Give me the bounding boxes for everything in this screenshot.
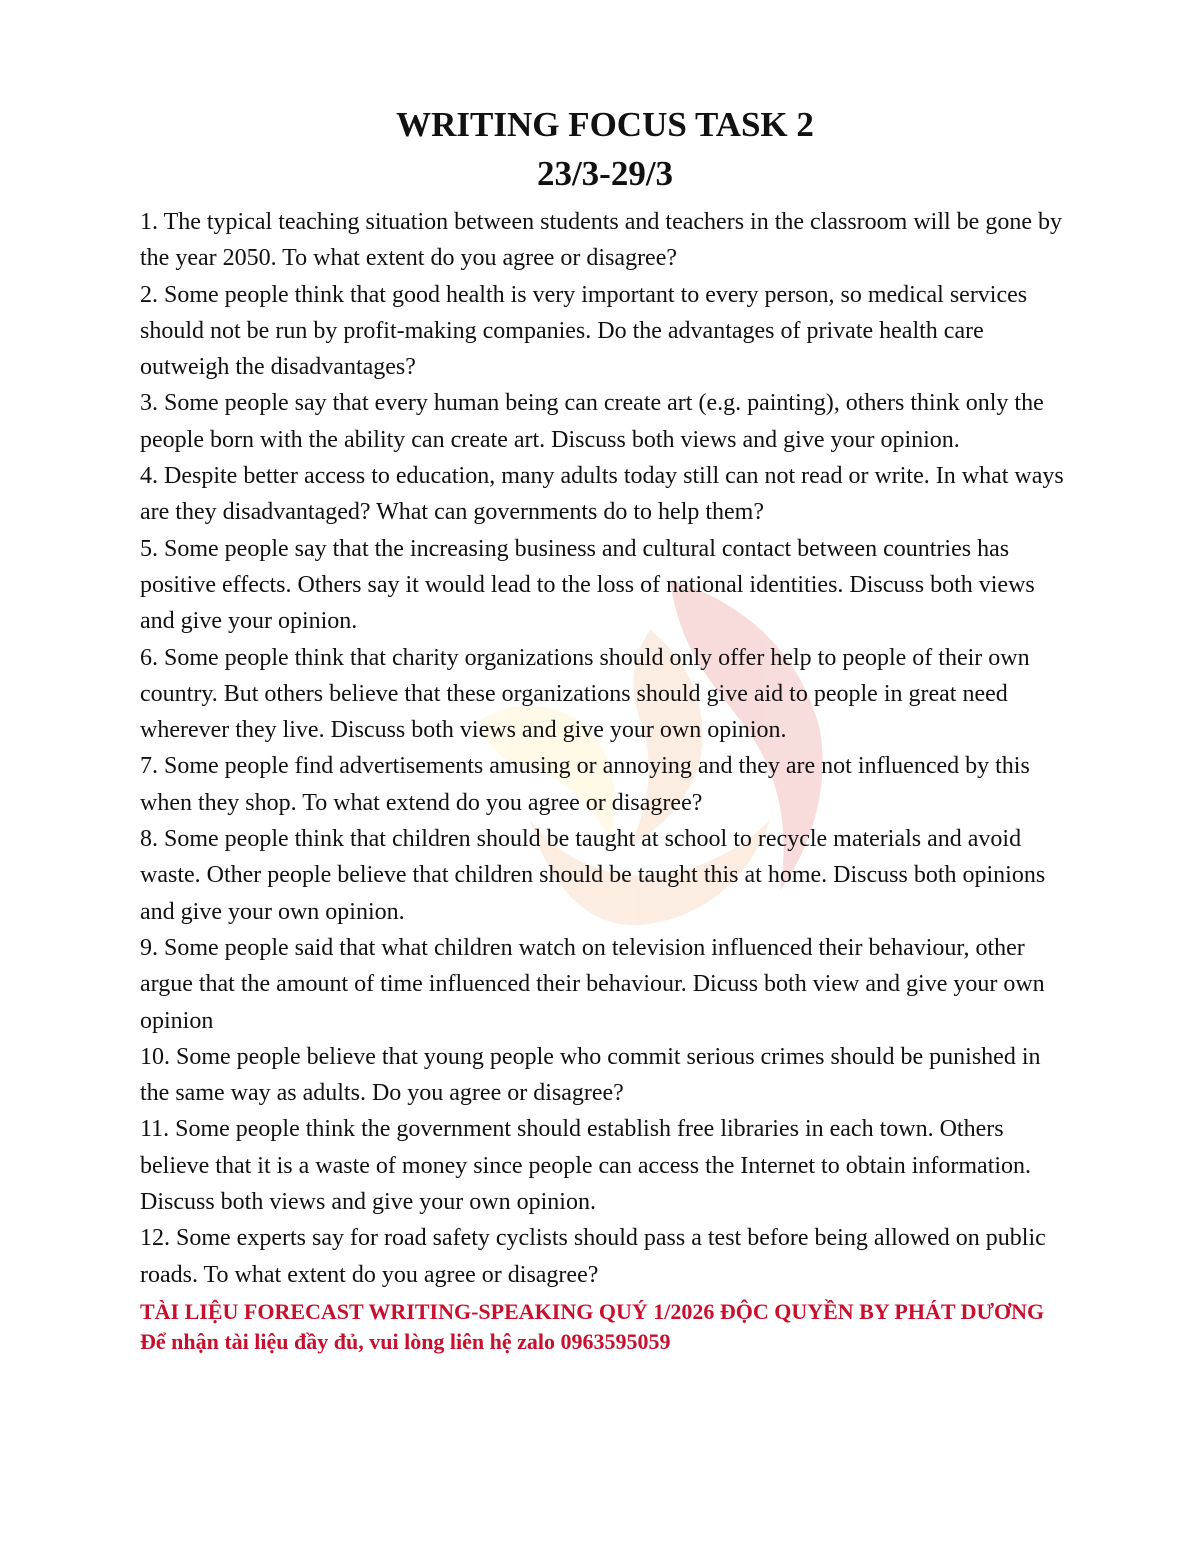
question-item: 7. Some people find advertisements amusing or annoying and they are not influenced by this when they shop. To what extend do you agree or disagree? bbox=[140, 753, 1030, 816]
question-item: 1. The typical teaching situation between students and teachers in the classroom will be gone by the year 2050. To what extent do you agree or disagree? bbox=[140, 209, 1062, 272]
question-item: 3. Some people say that every human being can create art (e.g. painting), others think only the people born with the ability can create art. Discuss both views and give your opinion. bbox=[140, 390, 1044, 453]
date-range: 23/3-29/3 bbox=[536, 154, 674, 193]
question-item: 6. Some people think that charity organizations should only offer help to people of their own country. But others believe that these organizations should give aid to people in great need wherever they live. Discuss both views and give your own opinion. bbox=[140, 644, 1030, 744]
question-item: 9. Some people said that what children watch on television influenced their behaviour, other argue that the amount of time influenced their behaviour. Dicuss both view and give your own opinion bbox=[140, 934, 1045, 1034]
question-item: 8. Some people think that children should be taught at school to recycle materials and avoid waste. Other people believe that children should be taught this at home. Discuss both opinions and give your own opinion. bbox=[140, 826, 1046, 925]
question-item: 10. Some people believe that young people who commit serious crimes should be punished in the same way as adults. Do you agree or disagree? bbox=[140, 1043, 1041, 1107]
footer-promo: TÀI LIỆU FORECAST WRITING-SPEAKING QUÝ 1/2026 ĐỘC QUYỀN BY PHÁT DƯƠNG bbox=[140, 1298, 1045, 1324]
footer-contact: Để nhận tài liệu đầy đủ, vui lòng liên hệ zalo 0963595059 bbox=[140, 1328, 671, 1354]
question-item: 12. Some experts say for road safety cyclists should pass a test before being allowed on public roads. To what extent do you agree or disagree? bbox=[140, 1225, 1046, 1288]
question-item: 2. Some people think that good health is very important to every person, so medical services should not be run by profit-making companies. Do the advantages of private health care outweigh the disadvantages? bbox=[140, 281, 1028, 381]
document-title: WRITING FOCUS TASK 2 bbox=[396, 105, 814, 144]
question-item: 11. Some people think the government should establish free libraries in each town. Others believe that it is a waste of money since people can access the Internet to obtain information. Discuss both views and give your own opinion. bbox=[140, 1116, 1032, 1216]
question-list bbox=[140, 204, 1070, 1293]
document-page bbox=[140, 100, 1070, 1357]
question-item: 5. Some people say that the increasing business and cultural contact between countries has positive effects. Others say it would lead to the loss of national identities. Discuss both views and give your opinion. bbox=[140, 535, 1035, 635]
question-item: 4. Despite better access to education, many adults today still can not read or write. In what ways are they disadvantaged? What can governments do to help them? bbox=[140, 463, 1064, 526]
